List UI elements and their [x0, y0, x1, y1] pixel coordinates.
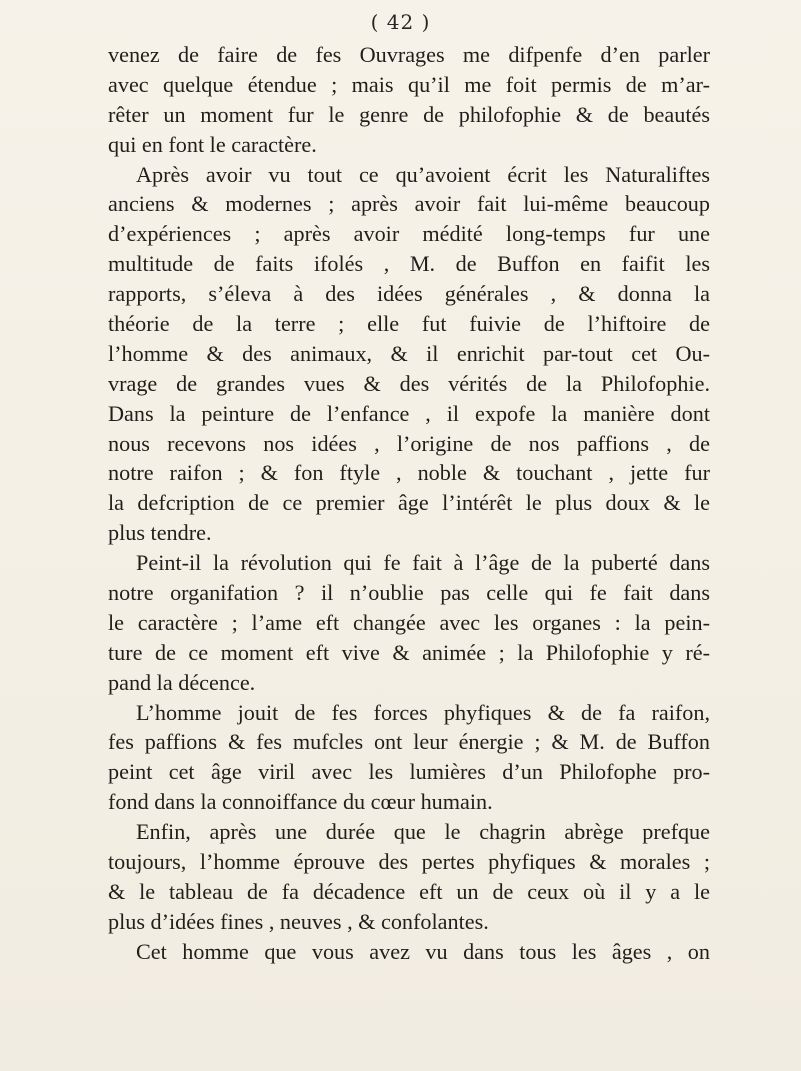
text-line: & le tableau de fa décadence eft un de ceux où il y a le [108, 878, 710, 904]
text-line: peint cet âge viril avec les lumières d’un Philofophe pro- [108, 759, 710, 785]
text-line: plus tendre. [108, 520, 212, 546]
text-line: fes paffions & fes mufcles ont leur énergie ; & M. de Buffon [108, 729, 710, 755]
text-line: Dans la peinture de l’enfance , il expofe la manière dont [108, 400, 710, 426]
text-line: d’expériences ; après avoir médité long-temps fur une [108, 221, 710, 247]
text-line: nous recevons nos idées , l’origine de nos paffions , de [108, 430, 710, 456]
text-line: notre raifon ; & fon ftyle , noble & touchant , jette fur [108, 460, 710, 486]
text-line: plus d’idées fines , neuves , & confolantes. [108, 908, 489, 934]
text-line: Après avoir vu tout ce qu’avoient écrit les Naturaliftes [136, 161, 710, 187]
text-line: Cet homme que vous avez vu dans tous les âges , on [136, 938, 710, 964]
body-text [108, 40, 710, 967]
text-line: rapports, s’éleva à des idées générales , & donna la [108, 281, 710, 307]
text-line: anciens & modernes ; après avoir fait lui-même beaucoup [108, 191, 710, 217]
text-line: ture de ce moment eft vive & animée ; la Philofophie y ré- [108, 639, 710, 665]
text-line: multitude de faits ifolés , M. de Buffon en faifit les [108, 251, 710, 277]
text-line: notre organifation ? il n’oublie pas celle qui fe fait dans [108, 580, 710, 606]
text-line: toujours, l’homme éprouve des pertes phyfiques & morales ; [108, 849, 710, 875]
text-line: le caractère ; l’ame eft changée avec les organes : la pein- [108, 609, 710, 635]
text-line: Peint-il la révolution qui fe fait à l’âge de la puberté dans [136, 550, 710, 576]
page-number: ( 42 ) [370, 10, 431, 34]
text-line: L’homme jouit de fes forces phyfiques & de fa raifon, [136, 699, 710, 725]
text-line: pand la décence. [108, 669, 256, 695]
text-line: venez de faire de fes Ouvrages me difpenfe d’en parler [108, 42, 710, 67]
text-line: l’homme & des animaux, & il enrichit par-tout cet Ou- [108, 340, 710, 366]
text-line: vrage de grandes vues & des vérités de la Philofophie. [108, 370, 710, 396]
text-line: la defcription de ce premier âge l’intérêt le plus doux & le [108, 490, 710, 516]
text-line: Enfin, après une durée que le chagrin abrège prefque [136, 819, 710, 845]
text-line: fond dans la connoiffance du cœur humain. [108, 789, 493, 815]
text-line: avec quelque étendue ; mais qu’il me foit permis de m’ar- [108, 71, 710, 97]
text-line: qui en font le caractère. [108, 131, 317, 157]
text-line: théorie de la terre ; elle fut fuivie de l’hiftoire de [108, 311, 710, 337]
text-line: rêter un moment fur le genre de philofophie & de beautés [108, 101, 710, 127]
